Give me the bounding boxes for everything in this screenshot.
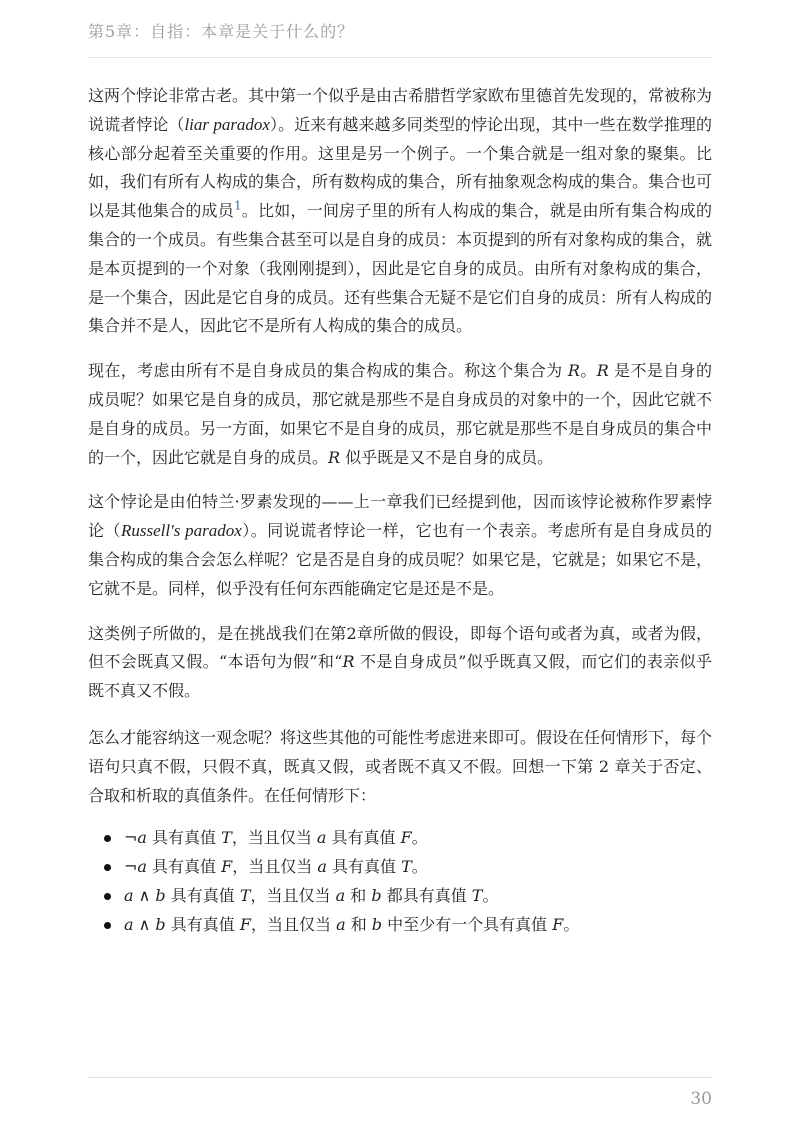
truth-condition-list [88, 824, 712, 939]
term-russells-paradox: Russell's paradox [120, 521, 242, 541]
paragraph-text: 似乎既是又不是自身的成员。 [340, 447, 554, 467]
paragraph-text: 。 [579, 361, 597, 381]
paragraph-challenge-assumption [88, 620, 712, 706]
list-text: ，当且仅当 [250, 914, 337, 934]
formula: ¬a [124, 828, 147, 848]
list-text: 。 [563, 914, 580, 934]
list-item [88, 882, 712, 911]
paragraph-text: ）。近来有越来越多同类型的悖论出现，其中一些在数学推理的核心部分起着至关重要的作用。这里是另一个例子。一个集合就是一组对象的聚集。比如，我们有所有人构成的集合，所有数构成的集合，所有抽象观念构成的集合。集合也可以是其他集合的成员 [88, 114, 713, 221]
paragraph-truth-conditions: 怎么才能容纳这一观念呢？将这些其他的可能性考虑进来即可。假设在任何情形下，每个语句只真不假，只假不真，既真又假，或者既不真又不假。回想一下第 2 章关于否定、合取和析取的真值条件。在任何情形下： [88, 727, 713, 805]
paragraph-text: 这类例子所做的，是在挑战我们在第2章所做的假设，即每个语句或者为真，或者为假，但不会既真又假。“本语句为假”和“ [88, 623, 712, 672]
bullet-icon [104, 864, 111, 871]
list-text: ，当且仅当 [232, 857, 318, 877]
list-text: 具有真值 [165, 914, 240, 934]
variable: a [335, 885, 346, 905]
term-liar-paradox: liar paradox [184, 114, 270, 134]
variable: a [317, 857, 327, 877]
list-text: 具有真值 [326, 857, 402, 877]
formula: ¬a [124, 857, 147, 877]
list-text: 。 [411, 857, 428, 877]
paragraph-text: 这两个悖论非常古老。其中第一个似乎是由古希腊哲学家欧布里德首先发现的，常被称为说谎者悖论（ [88, 86, 713, 134]
list-text: ，当且仅当 [250, 885, 336, 905]
variable: a [316, 828, 327, 848]
list-text: 具有真值 [146, 857, 222, 877]
running-header: 第5章：自指：本章是关于什么的？ [88, 22, 355, 41]
truth-value: F [239, 914, 251, 934]
page-body [88, 82, 712, 940]
math-symbol-r: R [342, 652, 355, 672]
paragraph-text: 是不是自身的成员呢？如果它是自身的成员，那它就是那些不是自身成员的对象中的一个，因此它就不是自身的成员。另一方面，如果它不是自身的成员，那它就是那些不是自身成员的集合中的一个，因此它就是自身的成员。 [88, 361, 713, 467]
paragraph-russell-set [88, 357, 712, 472]
truth-value: T [401, 857, 412, 877]
paragraph-text: 不是自身成员”似乎既真又假，而它们的表亲似乎既不真又不假。 [88, 652, 712, 701]
paragraph-text: ）。同说谎者悖论一样，它也有一个表亲。考虑所有是自身成员的集合构成的集合会怎么样呢？它是否是自身的成员呢？如果它是，它就是；如果它不是，它就不是。同样，似乎没有任何东西能确定它是还是不是。 [88, 521, 713, 598]
header-divider [88, 57, 712, 58]
list-text: 和 [345, 885, 372, 905]
paragraph-text: 。比如，一间房子里的所有人构成的集合，就是由所有集合构成的集合的一个成员。有些集合甚至可以是自身的成员：本页提到的所有对象构成的集合，就是本页提到的一个对象（我刚刚提到），因此是它自身的成员。由所有对象构成的集合，是一个集合，因此是它自身的成员。还有些集合无疑不是它们自身的成员：所有人构成的集合并不是人，因此它不是所有人构成的集合的成员。 [88, 201, 713, 336]
paragraph-russell-paradox [88, 488, 712, 603]
list-text: 具有真值 [165, 885, 240, 905]
list-item [88, 853, 712, 882]
list-text: 具有真值 [326, 828, 401, 848]
page-number: 30 [690, 1089, 712, 1109]
math-symbol-r: R [567, 361, 580, 381]
math-symbol-r: R [596, 361, 609, 381]
list-item [88, 824, 712, 853]
list-text: 和 [345, 914, 372, 934]
list-text: 。 [411, 828, 428, 848]
list-text: ，当且仅当 [231, 828, 317, 848]
truth-value: T [221, 828, 232, 848]
paragraph-liar-and-sets [88, 82, 712, 341]
bullet-icon [104, 893, 111, 900]
footer-divider [88, 1077, 712, 1078]
truth-value: F [552, 914, 564, 934]
list-text: 具有真值 [146, 828, 222, 848]
list-text: 。 [482, 885, 499, 905]
footnote-reference-link[interactable]: 1 [233, 198, 242, 213]
bullet-icon [104, 922, 111, 929]
formula: a ∧ b [124, 914, 166, 934]
paragraph-text: 现在，考虑由所有不是自身成员的集合构成的集合。称这个集合为 [88, 361, 568, 381]
variable: b [371, 914, 383, 934]
truth-value: F [221, 857, 233, 877]
bullet-icon [104, 835, 111, 842]
truth-value: F [400, 828, 412, 848]
variable: b [371, 885, 382, 905]
list-text: 中至少有一个具有真值 [382, 914, 553, 934]
truth-value: T [239, 885, 251, 905]
list-text: 都具有真值 [381, 885, 472, 905]
truth-value: T [471, 885, 483, 905]
list-item [88, 911, 712, 940]
formula: a ∧ b [124, 885, 166, 905]
variable: a [336, 914, 346, 934]
math-symbol-r: R [328, 447, 341, 467]
paragraph-text: 这个悖论是由伯特兰·罗素发现的——上一章我们已经提到他，因而该悖论被称作罗素悖论（ [88, 492, 712, 541]
